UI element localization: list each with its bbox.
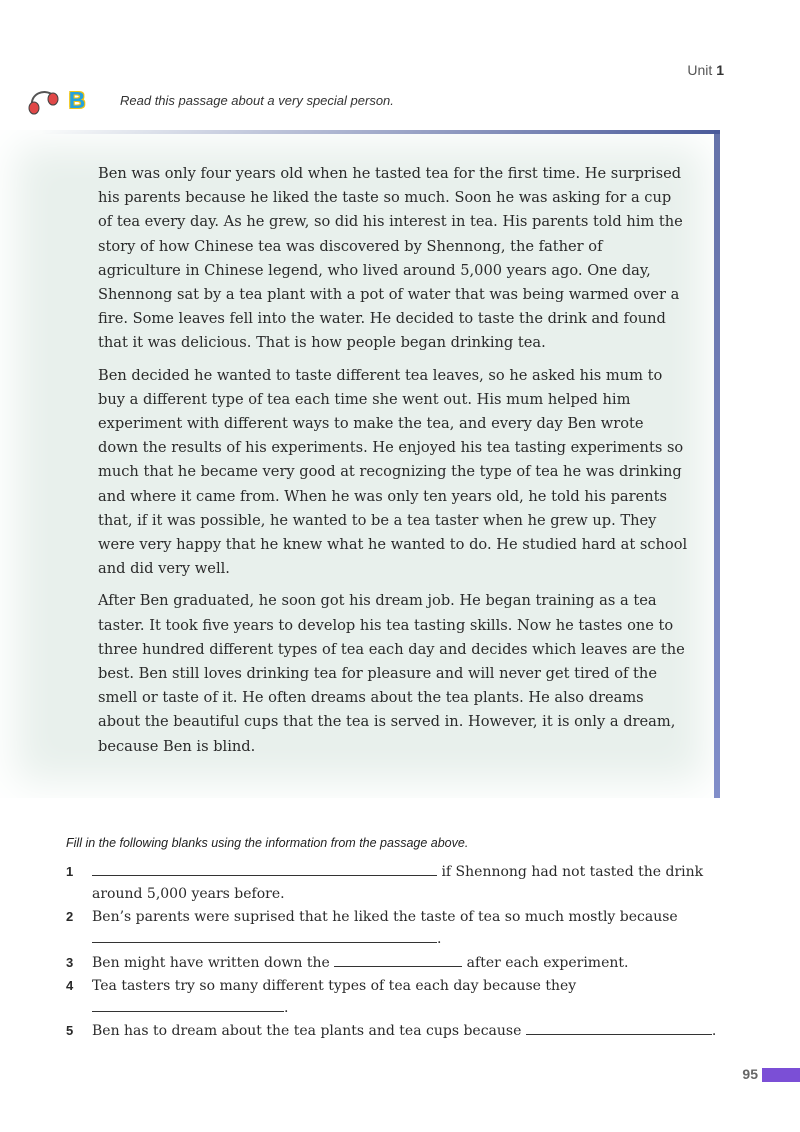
headphones-icon (26, 86, 60, 116)
answer-blank-2[interactable] (92, 928, 437, 943)
question-1 (66, 861, 726, 905)
answer-blank-4[interactable] (92, 997, 284, 1012)
unit-number: 1 (716, 62, 724, 78)
question-text-after: after each experiment. (462, 955, 629, 971)
question-text-after: . (711, 1023, 717, 1039)
answer-blank-5[interactable] (526, 1020, 712, 1035)
answer-blank-1[interactable] (92, 861, 437, 876)
question-number: 4 (66, 978, 74, 993)
section-header (24, 86, 524, 118)
question-5 (66, 1020, 726, 1042)
question-text: Ben’s parents were suprised that he liked the taste of tea so much mostly because (92, 909, 678, 925)
question-4 (66, 975, 726, 1019)
question-text: Ben might have written down the (92, 955, 335, 971)
question-number: 5 (66, 1023, 74, 1038)
question-text: if Shennong had not tasted the drink (437, 864, 704, 880)
section-letter: B (68, 87, 86, 113)
question-text: Tea tasters try so many different types of tea each day because they (92, 978, 577, 994)
exercise-title: Fill in the following blanks using the information from the passage above. (66, 836, 469, 850)
unit-label (687, 62, 724, 78)
passage-paragraph-2: Ben decided he wanted to taste different tea leaves, so he asked his mum to buy a different type of tea each time she went out. His mum helped him experiment with different ways to make the tea, and every day Ben wrote down the results of his experiments. He enjoyed his tea tasting experiments so much that he became very good at recognizing the type of tea he was drinking and where it came from. When he was only ten years old, he told his parents that, if it was possible, he wanted to be a tea taster when he grew up. They were very happy that he knew what he wanted to do. He studied hard at school and did very well. (98, 366, 688, 578)
question-text-line2: around 5,000 years before. (92, 886, 285, 902)
page-accent-bar (762, 1068, 800, 1082)
section-instruction: Read this passage about a very special person. (120, 93, 394, 108)
question-3 (66, 952, 726, 974)
question-number: 1 (66, 864, 74, 879)
question-end: . (437, 931, 442, 947)
passage-paragraph-1: Ben was only four years old when he tasted tea for the first time. He surprised his parents because he liked the taste so much. Soon he was asking for a cup of tea every day. As he grew, so did his interest in tea. His parents told him the story of how Chinese tea was discovered by Shennong, the father of agriculture in Chinese legend, who lived around 5,000 years ago. One day, Shennong sat by a tea plant with a pot of water that was being warmed over a fire. Some leaves fell into the water. He decided to taste the drink and found that it was delicious. That is how people began drinking tea. (98, 165, 683, 352)
unit-word: Unit (687, 62, 713, 78)
question-2 (66, 906, 726, 950)
page-number: 95 (742, 1066, 758, 1082)
answer-blank-3[interactable] (334, 952, 462, 967)
question-number: 2 (66, 909, 74, 924)
passage-paragraph-3: After Ben graduated, he soon got his dream job. He began training as a tea taster. It took five years to develop his tea tasting skills. Now he tastes one to three hundred different types of tea each day and decides which leaves are the best. Ben still loves drinking tea for pleasure and will never get tired of the smell or taste of it. He often dreams about the tea plants. He also dreams about the beautiful cups that the tea is served in. However, it is only a dream, because Ben is blind. (98, 592, 685, 755)
reading-passage (98, 162, 688, 767)
question-text: Ben has to dream about the tea plants and tea cups because (92, 1023, 526, 1039)
question-end: . (284, 1000, 289, 1016)
question-number: 3 (66, 955, 74, 970)
